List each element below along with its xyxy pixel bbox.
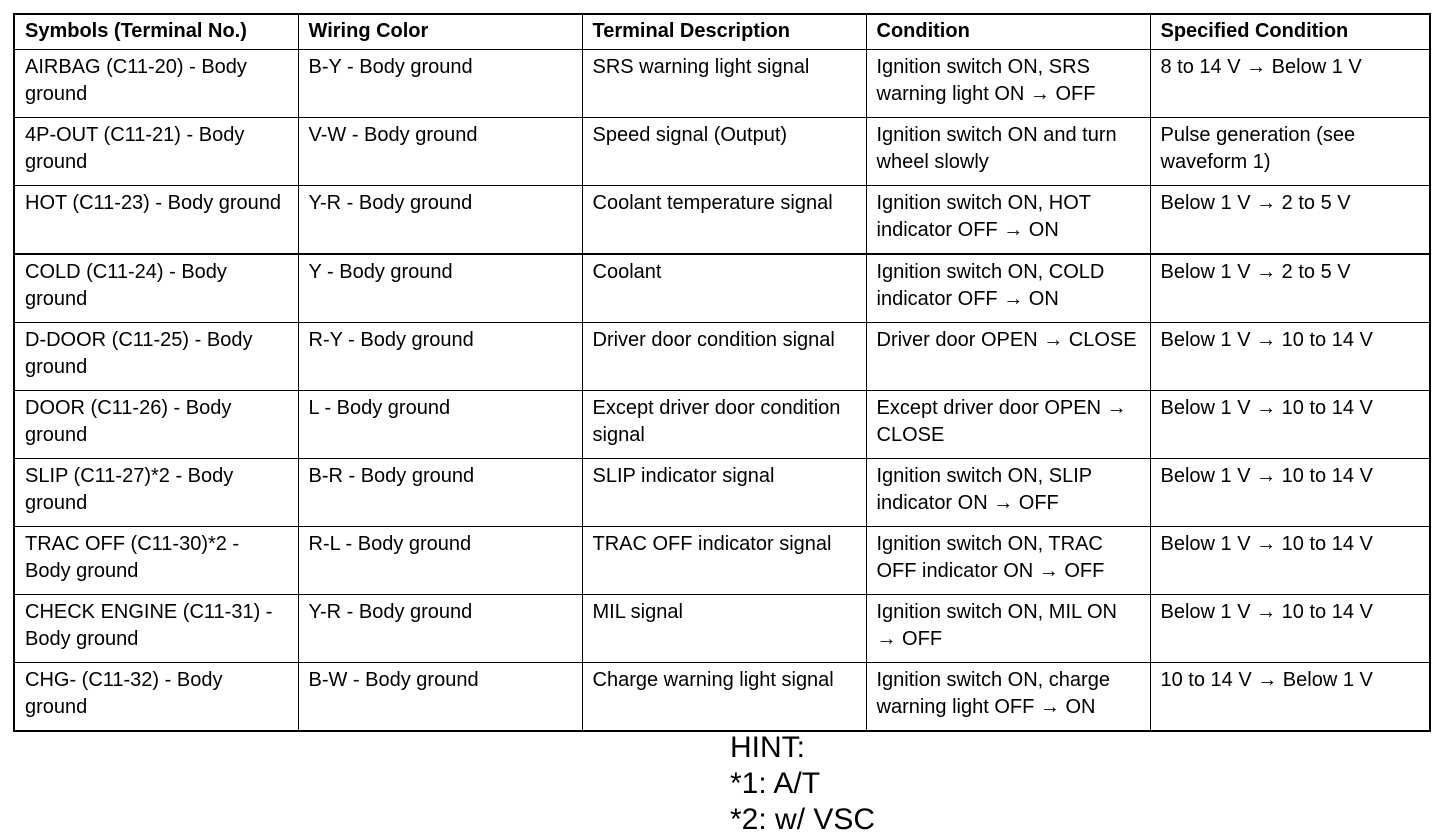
cell-specified-condition: Below 1 V → 2 to 5 V: [1150, 186, 1430, 255]
table-row: [14, 186, 1430, 255]
table-row: [14, 595, 1430, 663]
table-row: [14, 50, 1430, 118]
cell-wiring-color: B-W - Body ground: [298, 663, 582, 732]
hint-block: [730, 730, 875, 838]
cell-specified-condition: Below 1 V → 10 to 14 V: [1150, 391, 1430, 459]
cell-wiring-color: L - Body ground: [298, 391, 582, 459]
cell-specified-condition: 10 to 14 V → Below 1 V: [1150, 663, 1430, 732]
cell-condition: Ignition switch ON, SLIP indicator ON → OFF: [866, 459, 1150, 527]
cell-description: Driver door condition signal: [582, 323, 866, 391]
cell-specified-condition: Below 1 V → 10 to 14 V: [1150, 595, 1430, 663]
cell-symbol: DOOR (C11-26) - Body ground: [14, 391, 298, 459]
cell-wiring-color: B-R - Body ground: [298, 459, 582, 527]
table-header-row: [14, 14, 1430, 50]
cell-symbol: COLD (C11-24) - Body ground: [14, 254, 298, 323]
cell-symbol: HOT (C11-23) - Body ground: [14, 186, 298, 255]
cell-specified-condition: Below 1 V → 10 to 14 V: [1150, 459, 1430, 527]
cell-symbol: AIRBAG (C11-20) - Body ground: [14, 50, 298, 118]
terminal-table: [13, 13, 1431, 732]
cell-condition: Ignition switch ON, COLD indicator OFF → ON: [866, 254, 1150, 323]
hint-title: HINT:: [730, 731, 805, 764]
cell-description: Charge warning light signal: [582, 663, 866, 732]
cell-wiring-color: Y-R - Body ground: [298, 186, 582, 255]
cell-wiring-color: R-L - Body ground: [298, 527, 582, 595]
cell-description: SLIP indicator signal: [582, 459, 866, 527]
cell-description: MIL signal: [582, 595, 866, 663]
hint-note-vsc: *2: w/ VSC: [730, 803, 876, 836]
cell-specified-condition: Below 1 V → 10 to 14 V: [1150, 323, 1430, 391]
cell-description: TRAC OFF indicator signal: [582, 527, 866, 595]
cell-symbol: CHG- (C11-32) - Body ground: [14, 663, 298, 732]
cell-specified-condition: Below 1 V → 2 to 5 V: [1150, 254, 1430, 323]
header-specified-condition: Specified Condition: [1150, 14, 1430, 50]
cell-description: Coolant temperature signal: [582, 186, 866, 255]
cell-condition: Ignition switch ON and turn wheel slowly: [866, 118, 1150, 186]
table-row: [14, 527, 1430, 595]
cell-symbol: TRAC OFF (C11-30)*2 - Body ground: [14, 527, 298, 595]
cell-condition: Ignition switch ON, MIL ON → OFF: [866, 595, 1150, 663]
cell-condition: Ignition switch ON, TRAC OFF indicator ON → OFF: [866, 527, 1150, 595]
cell-wiring-color: Y-R - Body ground: [298, 595, 582, 663]
table-row: [14, 391, 1430, 459]
cell-symbol: CHECK ENGINE (C11-31) - Body ground: [14, 595, 298, 663]
cell-condition: Ignition switch ON, SRS warning light ON → OFF: [866, 50, 1150, 118]
cell-symbol: D-DOOR (C11-25) - Body ground: [14, 323, 298, 391]
header-condition: Condition: [866, 14, 1150, 50]
table-row: [14, 254, 1430, 323]
table-row: [14, 459, 1430, 527]
hint-note-at: *1: A/T: [730, 767, 821, 800]
cell-symbol: 4P-OUT (C11-21) - Body ground: [14, 118, 298, 186]
header-symbols: Symbols (Terminal No.): [14, 14, 298, 50]
cell-condition: Except driver door OPEN → CLOSE: [866, 391, 1150, 459]
terminal-table-container: [13, 13, 1429, 732]
table-row: [14, 118, 1430, 186]
cell-wiring-color: Y - Body ground: [298, 254, 582, 323]
cell-condition: Driver door OPEN → CLOSE: [866, 323, 1150, 391]
cell-specified-condition: Pulse generation (see waveform 1): [1150, 118, 1430, 186]
cell-condition: Ignition switch ON, charge warning light OFF → ON: [866, 663, 1150, 732]
cell-specified-condition: 8 to 14 V → Below 1 V: [1150, 50, 1430, 118]
cell-wiring-color: B-Y - Body ground: [298, 50, 582, 118]
cell-wiring-color: V-W - Body ground: [298, 118, 582, 186]
cell-description: Except driver door condition signal: [582, 391, 866, 459]
table-row: [14, 323, 1430, 391]
cell-description: SRS warning light signal: [582, 50, 866, 118]
header-terminal-description: Terminal Description: [582, 14, 866, 50]
cell-specified-condition: Below 1 V → 10 to 14 V: [1150, 527, 1430, 595]
header-wiring-color: Wiring Color: [298, 14, 582, 50]
cell-symbol: SLIP (C11-27)*2 - Body ground: [14, 459, 298, 527]
cell-condition: Ignition switch ON, HOT indicator OFF → ON: [866, 186, 1150, 255]
cell-description: Speed signal (Output): [582, 118, 866, 186]
cell-wiring-color: R-Y - Body ground: [298, 323, 582, 391]
cell-description: Coolant: [582, 254, 866, 323]
table-row: [14, 663, 1430, 732]
